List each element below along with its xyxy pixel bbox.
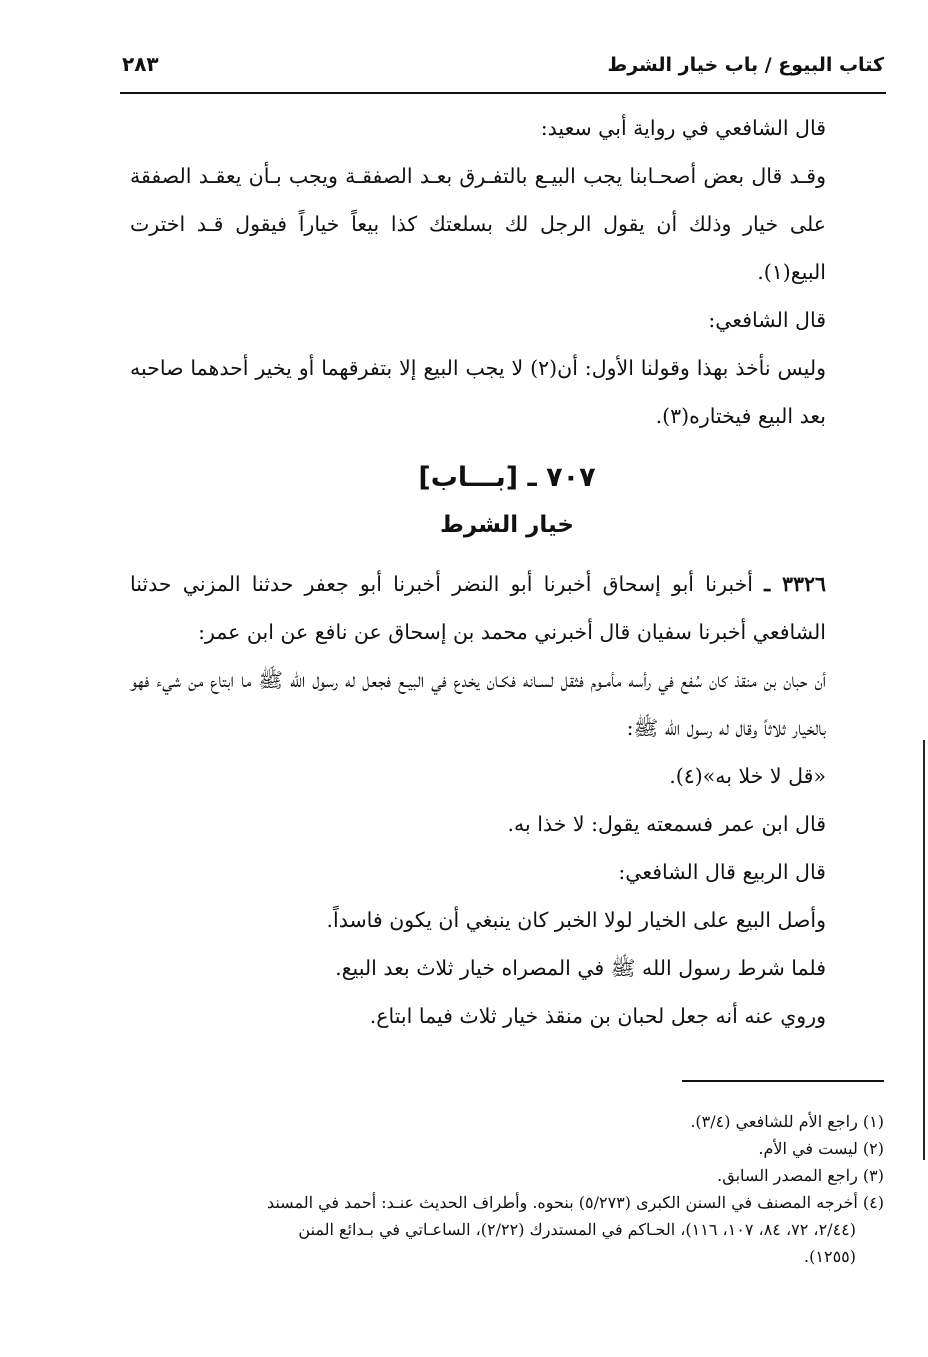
page-edge-line [923, 740, 925, 1160]
header-rule [120, 92, 886, 94]
paragraph: وأصل البيع على الخيار لولا الخبر كان ينبغي أن يكون فاسداً. [326, 908, 826, 932]
section-two [130, 560, 884, 1040]
paragraph: قال الشافعي: [708, 308, 826, 332]
paragraph: وروي عنه أنه جعل لحبان بن منقذ خيار ثلاث فيما ابتاع. [369, 1004, 826, 1028]
footnote-rule [682, 1080, 884, 1082]
paragraph: أن حبان بن منقذ كان سُفع في رأسه مأمـوم فثقل لسـانه فكـان يخدع في البيـع فجعل له رسول الله ﷺ ما ابتاع من شيء فهو بالخيار ثلاثاً وقال له رسول الله ﷺ: [130, 668, 826, 740]
header-title: كتاب البيوع / باب خيار الشرط [607, 54, 884, 76]
chapter-number: ٧٠٧ ـ [بـــاب] [418, 462, 596, 493]
paragraph: فلما شرط رسول الله ﷺ في المصراه خيار ثلاث بعد البيع. [335, 956, 826, 980]
hadith-number: ٣٣٢٦ ـ [764, 572, 826, 596]
paragraph: وليس نأخذ بهذا وقولنا الأول: أن(٢) لا يجب البيع إلا بتفرقهما أو يخير أحدهما صاحبه بعد البيع فيختاره(٣). [130, 356, 826, 428]
footnote: (٣) راجع المصدر السابق. [717, 1166, 884, 1185]
paragraph: قال الربيع قال الشافعي: [618, 860, 826, 884]
footnote: (١) راجع الأم للشافعي (٣/٤). [690, 1112, 884, 1131]
section-one [130, 104, 884, 440]
paragraph: وقـد قال بعض أصحـابنا يجب البيـع بالتفـرق بعـد الصفقـة ويجب بـأن يعقـد الصفقة على خيار وذلك أن يقول الرجل لك بسلعتك كذا بيعاً خياراً فيقول قـد اخترت البيع(١). [130, 164, 826, 284]
hadith-chain: أخبرنا أبو إسحاق أخبرنا أبو النضر أخبرنا أبو جعفر حدثنا المزني حدثنا الشافعي أخبرنا سفيان قال أخبرني محمد بن إسحاق عن نافع عن ابن عمر: [130, 572, 826, 644]
hadith-paragraph [130, 560, 884, 656]
chapter-title: خيار الشرط [440, 512, 574, 538]
footnote: (٤) أخرجه المصنف في السنن الكبرى (٥/٢٧٣) بنحوه. وأطراف الحديث عنـد: أحمد في المسند [266, 1193, 884, 1212]
paragraph: قال الشافعي في رواية أبي سعيد: [540, 116, 826, 140]
footnotes [130, 1108, 884, 1270]
footnote-continuation: (٢/٤٤، ٧٢، ٨٤، ١٠٧، ١١٦)، الحـاكم في المستدرك (٢/٢٢)، الساعـاتي في بـدائع المنن [298, 1220, 856, 1239]
paragraph: «قل لا خلا به»(٤). [669, 764, 826, 788]
page-number: ٢٨٣ [122, 52, 159, 76]
paragraph: قال ابن عمر فسمعته يقول: لا خذا به. [507, 812, 826, 836]
footnote: (٢) ليست في الأم. [758, 1139, 884, 1158]
footnote-continuation: (١٢٥٥). [804, 1247, 856, 1266]
running-header [122, 50, 884, 90]
